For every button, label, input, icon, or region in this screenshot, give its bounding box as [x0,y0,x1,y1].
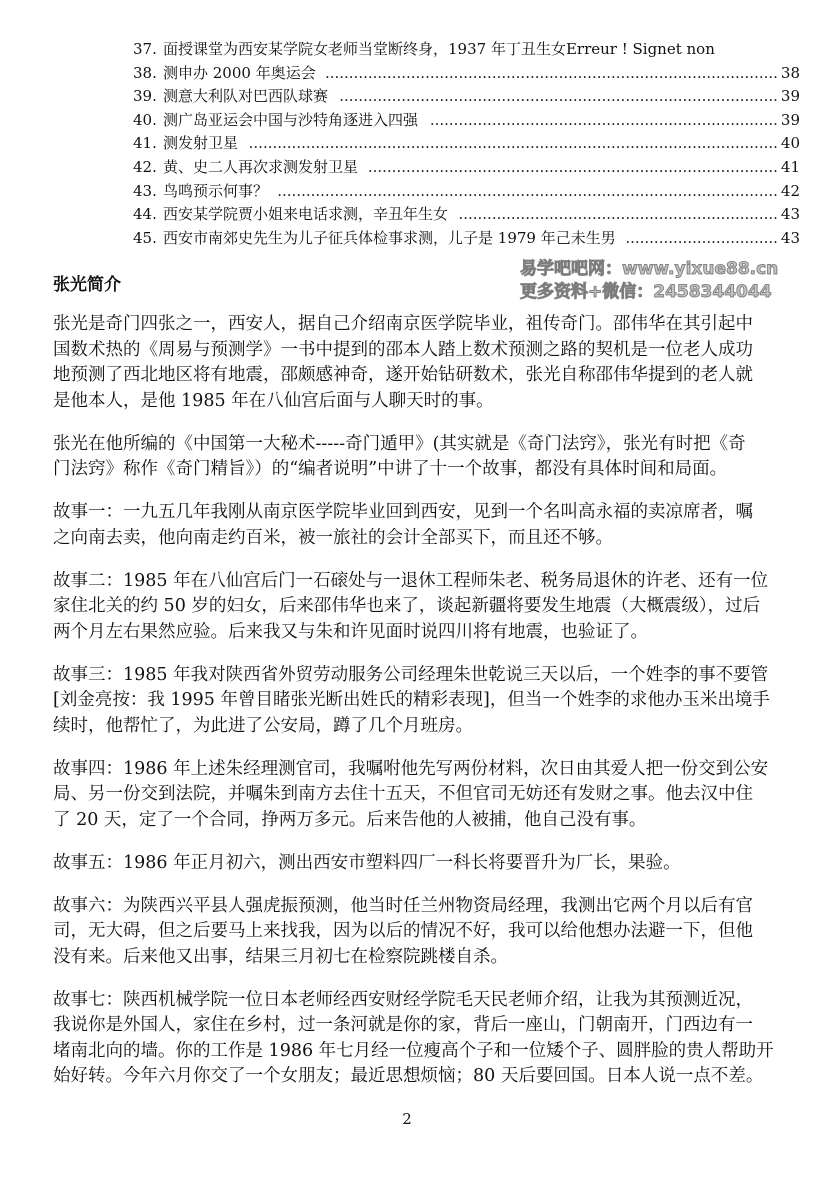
paragraph [53,569,798,646]
paragraph [53,894,798,971]
document-body [53,312,798,1107]
watermark-line: 易学吧吧网：www.yixue88.cn [520,259,779,279]
paragraph-line: 两个月左右果然应验。后来我又与朱和许见面时说四川将有地震，也验证了。 [53,621,648,642]
toc-page-number: 40 [780,134,800,153]
paragraph-line: 续时，他帮忙了，为此进了公安局，蹲了几个月班房。 [53,715,473,736]
toc-page-number: 39 [780,110,800,129]
paragraph-line: 张光在他所编的《中国第一大秘术-----奇门遁甲》(其实就是《奇门法窍》，张光有时把《奇 [53,433,746,454]
toc-page-number: 43 [780,228,800,247]
toc-title[interactable]: 西安某学院贾小姐来电话求测，辛丑年生女 [163,205,449,224]
toc-number: 45. [133,228,157,247]
section-heading: 张光简介 [53,275,121,295]
toc-number: 42. [133,157,157,176]
paragraph-line: 我说你是外国人，家住在乡村，过一条河就是你的家，背后一座山，门朝南开，门西边有一 [53,1015,753,1035]
toc-leader-dots: ............................................................................................................... [248,134,778,153]
toc-title[interactable]: 测申办 2000 年奥运会 [163,63,316,82]
toc-entry[interactable] [133,62,800,86]
paragraph-line: 故事七：陕西机械学院一位日本老师经西安财经学院毛天民老师介绍，让我为其预测近况， [53,989,753,1010]
paragraph-line: 了 20 天，定了一个合同，挣两万多元。后来告他的人被捕，他自己没有事。 [53,809,647,830]
toc-title[interactable]: 鸟鸣预示何事？ [163,181,269,200]
toc-leader-dots: ......................................................................................................... [277,181,778,200]
paragraph-line: 没有来。后来他又出事，结果三月初七在检察院跳楼自杀。 [53,946,508,967]
paragraph-line: 司，无大碍，但之后要马上来找我，因为以后的情况不好，我可以给他想办法避一下，但他 [53,921,753,941]
toc-title[interactable]: 黄、史二人再次求测发射卫星 [163,157,359,176]
toc-entry[interactable] [133,180,800,204]
toc-page-number: 42 [780,181,800,200]
toc-number: 37. [133,40,157,58]
toc-number: 43. [133,181,157,200]
toc-number: 41. [133,134,157,153]
toc-entry[interactable] [133,203,800,227]
paragraph-line: 是他本人，是他 1985 年在八仙宫后面与人聊天时的事。 [53,390,494,411]
paragraph-line: 张光是奇门四张之一，西安人，据自己介绍南京医学院毕业，祖传奇门。邵伟华在其引起中 [53,314,753,334]
toc-page-number: 38 [780,63,800,82]
toc-title[interactable]: 西安市南郊史先生为儿子征兵体检事求测，儿子是 1979 年己未生男 [163,228,616,247]
watermark-line: 更多资料+微信：2458344044 [520,282,772,302]
paragraph-line: 地预测了西北地区将有地震，邵颇感神奇，遂开始钻研数术，张光自称邵伟华提到的老人就 [53,365,753,385]
toc-title[interactable]: 面授课堂为西安某学院女老师当堂断终身，1937 年丁丑生女Erreur ! Signet non [163,40,715,58]
paragraph [53,757,798,834]
paragraph [53,663,798,740]
toc-number: 39. [133,87,157,106]
toc-number: 40. [133,110,157,129]
paragraph [53,500,798,551]
paragraph-line: 故事四：1986 年上述朱经理测官司，我嘱咐他先写两份材料，次日由其爱人把一份交到公安 [53,758,769,779]
paragraph-line: 故事二：1985 年在八仙宫后门一石磙处与一退休工程师朱老、税务局退休的许老、还有一位 [53,570,769,591]
paragraph-line: 家住北关的约 50 岁的妇女，后来邵伟华也来了，谈起新疆将要发生地震（大概震级），过后 [53,596,761,616]
toc-number: 44. [133,205,157,224]
toc-leader-dots: ................................................................... [458,205,778,224]
toc-leader-dots: ............................................................................................... [324,63,778,82]
toc-page-number: 41 [780,157,800,176]
toc-page-number: 43 [780,205,800,224]
toc-number: 38. [133,63,157,82]
paragraph-line: 门法窍》称作《奇门精旨》）的“编者说明”中讲了十一个故事，都没有具体时间和局面。 [53,459,728,479]
toc-entry[interactable] [133,38,800,62]
toc-entry[interactable] [133,85,800,109]
toc-leader-dots: ................................ [625,228,778,247]
paragraph-line: 堵南北向的墙。你的工作是 1986 年七月经一位瘦高个子和一位矮个子、圆胖脸的贵人帮助开 [53,1040,774,1061]
toc-title[interactable]: 测意大利队对巴西队球赛 [163,87,329,106]
toc-leader-dots: ............................................................................................ [339,87,778,106]
paragraph-line: 故事六：为陕西兴平县人强虎振预测，他当时任兰州物资局经理，我测出它两个月以后有官 [53,895,753,916]
paragraph-line: 之向南去卖，他向南走约百米，被一旅社的会计全部买下，而且还不够。 [53,527,613,548]
paragraph [53,851,798,877]
paragraph-line: 国数术热的《周易与预测学》一书中提到的邵本人踏上数术预测之路的契机是一位老人成功 [53,339,753,360]
toc-entry[interactable] [133,109,800,133]
watermark [520,258,778,304]
paragraph-line: [刘金亮按：我 1995 年曾目睹张光断出姓氏的精彩表现]，但当一个姓李的求他办玉米出境手 [53,690,770,710]
toc-leader-dots: ...................................................................................... [367,157,778,176]
paragraph-line: 故事五：1986 年正月初六，测出西安市塑料四厂一科长将要晋升为厂长，果验。 [53,852,681,873]
toc-entry[interactable] [133,132,800,156]
toc-entry[interactable] [133,227,800,251]
paragraph [53,432,798,483]
paragraph-line: 局、另一份交到法院，并嘱朱到南方去住十五天，不但官司无妨还有发财之事。他去汉中住 [53,784,753,804]
toc-title[interactable]: 测发射卫星 [163,134,239,153]
page-number: 2 [402,1110,412,1128]
table-of-contents [133,38,800,250]
paragraph-line: 始好转。今年六月你交了一个女朋友；最近思想烦恼；80 天后要回国。日本人说一点不差。 [53,1066,764,1086]
paragraph [53,312,798,414]
toc-page-number: 39 [780,87,800,106]
paragraph [53,988,798,1090]
paragraph-line: 故事一：一九五几年我刚从南京医学院毕业回到西安，见到一个名叫高永福的卖凉席者，嘱 [53,502,753,522]
toc-leader-dots: ......................................................................... [429,110,778,129]
toc-title[interactable]: 测广岛亚运会中国与沙特角逐进入四强 [163,110,419,129]
paragraph-line: 故事三：1985 年我对陕西省外贸劳动服务公司经理朱世乾说三天以后，一个姓李的事不要管 [53,664,769,685]
toc-entry[interactable] [133,156,800,180]
